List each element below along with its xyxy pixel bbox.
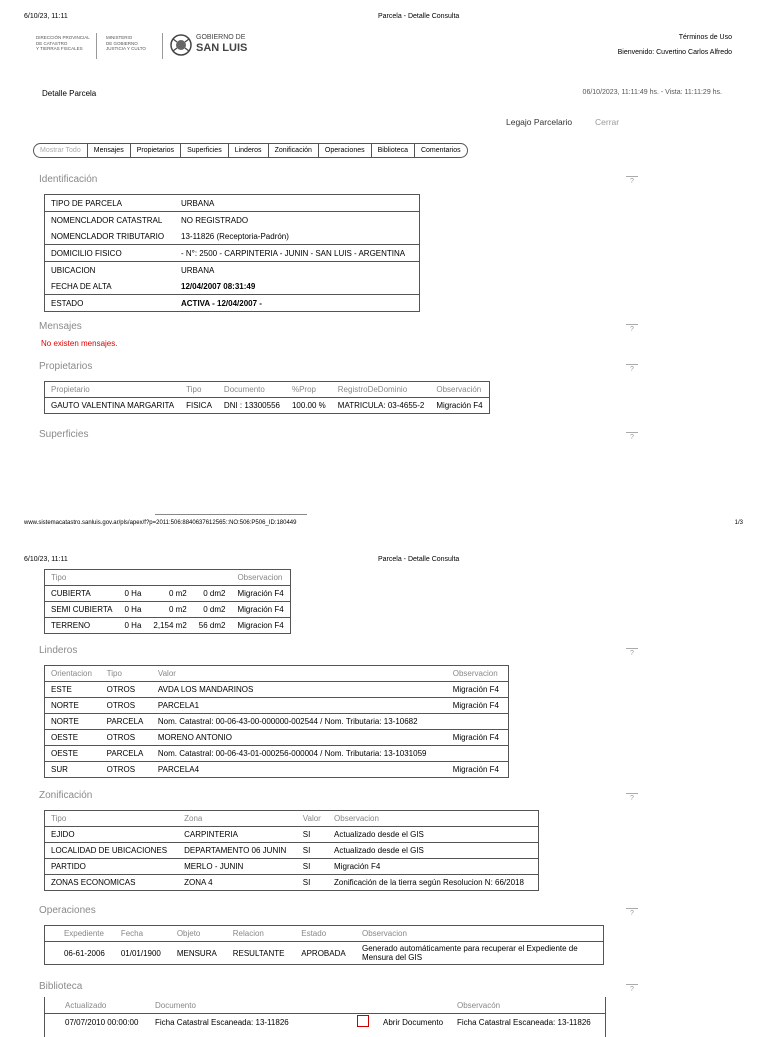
linderos-cell: OTROS <box>101 762 152 778</box>
linderos-cell: OTROS <box>101 682 152 698</box>
zonificacion-header: Valor <box>302 814 321 823</box>
tab-1[interactable]: Mensajes <box>87 144 130 157</box>
linderos-cell: Migración F4 <box>447 682 509 698</box>
zonificacion-cell: SI <box>297 875 328 891</box>
biblioteca-title: Biblioteca <box>39 981 83 992</box>
print-url: www.sistemacatastro.sanluis.gov.ar/pls/apex/f?p=2011:506:8840637612565::NO:506:P506_ID:180449 <box>24 520 297 526</box>
help-icon[interactable]: ? <box>626 648 638 658</box>
superficies-table <box>44 569 291 634</box>
linderos-cell <box>447 714 509 730</box>
zonificacion-header: Observacion <box>334 814 379 823</box>
zonificacion-cell: Actualizado desde el GIS <box>328 843 538 859</box>
superficies-cell: Migracion F4 <box>231 618 290 634</box>
terms-link[interactable]: Términos de Uso <box>678 34 732 41</box>
print-page-number: 1/3 <box>734 520 743 526</box>
superficies-cell: 2,154 m2 <box>147 618 192 634</box>
operaciones-header: Observacion <box>362 929 407 938</box>
superficies-cell: SEMI CUBIERTA <box>45 602 119 618</box>
tab-2[interactable]: Propietarios <box>130 144 180 157</box>
linderos-cell: OTROS <box>101 698 152 714</box>
identificacion-table <box>44 194 420 312</box>
biblioteca-cell: Ficha Catastral Escaneada: 13-11826 <box>457 1018 591 1027</box>
identificacion-row <box>45 278 420 295</box>
tab-8[interactable]: Comentarios <box>414 144 467 157</box>
propietarios-header: RegistroDeDominio <box>337 385 408 394</box>
operaciones-header: Relacion <box>232 929 264 938</box>
zonificacion-cell: MERLO - JUNIN <box>178 859 297 875</box>
tab-4[interactable]: Linderos <box>228 144 268 157</box>
linderos-row <box>45 746 509 762</box>
propietarios-header-row <box>45 382 490 398</box>
propietarios-row <box>45 398 490 414</box>
linderos-cell: Nom. Catastral: 00-06-43-01-000256-000004 / Nom. Tributaria: 13-1031059 <box>152 746 447 762</box>
page-title: Detalle Parcela <box>42 89 97 98</box>
identificacion-label: TIPO DE PARCELA <box>51 198 122 208</box>
zonificacion-header-row <box>45 811 539 827</box>
operaciones-cell: MENSURA <box>171 942 227 965</box>
edit-pencil-icon[interactable] <box>45 942 58 965</box>
linderos-row <box>45 698 509 714</box>
linderos-cell: MORENO ANTONIO <box>152 730 447 746</box>
linderos-cell: PARCELA <box>101 714 152 730</box>
operaciones-header: Expediente <box>63 929 104 938</box>
operaciones-table <box>44 925 604 965</box>
zonificacion-table <box>44 810 539 891</box>
zonificacion-cell: DEPARTAMENTO 06 JUNIN <box>178 843 297 859</box>
tab-3[interactable]: Superficies <box>180 144 228 157</box>
operaciones-cell: RESULTANTE <box>227 942 296 965</box>
zonificacion-cell: LOCALIDAD DE UBICACIONES <box>45 843 179 859</box>
print-date: 6/10/23, 11:11 <box>24 556 68 563</box>
superficies-cell: 0 Ha <box>119 602 148 618</box>
zonificacion-cell: Zonificación de la tierra según Resolucion N: 66/2018 <box>328 875 538 891</box>
zonificacion-cell: ZONA 4 <box>178 875 297 891</box>
biblioteca-table <box>44 997 606 1037</box>
propietarios-header: Observación <box>436 385 482 394</box>
zonificacion-row <box>45 859 539 875</box>
biblioteca-header-observacion: Observacón <box>457 1001 501 1010</box>
zonificacion-title: Zonificación <box>39 790 93 801</box>
identificacion-row <box>45 262 420 279</box>
zonificacion-cell: Migración F4 <box>328 859 538 875</box>
identificacion-row <box>45 195 420 212</box>
linderos-cell: PARCELA <box>101 746 152 762</box>
operaciones-header: Estado <box>301 929 327 938</box>
propietarios-header: Tipo <box>186 385 202 394</box>
logo-direccion-provincial: DIRECCIÓN PROVINCIAL DE CATASTRO Y TIERRAS FISCALES <box>36 35 90 51</box>
identificacion-row <box>45 212 420 229</box>
identificacion-label: FECHA DE ALTA <box>51 281 112 291</box>
linderos-cell: NORTE <box>45 714 101 730</box>
page-timestamp: 06/10/2023, 11:11:49 hs. - Vista: 11:11:29 hs. <box>582 89 722 96</box>
print-title: Parcela - Detalle Consulta <box>378 13 460 20</box>
help-icon[interactable]: ? <box>626 984 638 994</box>
operaciones-cell: 06-61-2006 <box>58 942 115 965</box>
zonificacion-header: Zona <box>184 814 203 823</box>
help-icon[interactable]: ? <box>626 176 638 186</box>
superficies-cell: 0 m2 <box>147 602 192 618</box>
linderos-cell: Migración F4 <box>447 730 509 746</box>
logo-gobierno-san-luis: GOBIERNO DE SAN LUIS <box>196 34 248 54</box>
propietarios-cell: Migración F4 <box>430 398 489 414</box>
zonificacion-cell: Actualizado desde el GIS <box>328 827 538 843</box>
identificacion-title: Identificación <box>39 174 98 185</box>
superficies-row <box>45 618 291 634</box>
linderos-header: Tipo <box>106 669 122 678</box>
operaciones-cell: Generado automáticamente para recuperar el Expediente de Mensura del GIS <box>356 942 604 965</box>
help-icon[interactable]: ? <box>626 324 638 334</box>
open-document-link[interactable]: Abrir Documento <box>383 1018 444 1027</box>
zonificacion-cell: EJIDO <box>45 827 179 843</box>
identificacion-value: URBANA <box>181 198 215 208</box>
linderos-row <box>45 714 509 730</box>
logo-ministerio: MINISTERIO DE GOBIERNO JUSTICIA Y CULTO <box>106 35 146 51</box>
linderos-cell: PARCELA1 <box>152 698 447 714</box>
identificacion-value: NO REGISTRADO <box>175 212 420 229</box>
identificacion-value: - N°: 2500 - CARPINTERIA - JUNIN - SAN LUIS - ARGENTINA <box>175 245 420 262</box>
linderos-title: Linderos <box>39 645 78 656</box>
superficies-cell: CUBIERTA <box>45 586 119 602</box>
linderos-header: Valor <box>157 669 176 678</box>
linderos-row <box>45 730 509 746</box>
propietarios-cell: FISICA <box>180 398 218 414</box>
superficies-header: Observacion <box>237 573 283 582</box>
operaciones-row <box>45 942 604 965</box>
superficies-row <box>45 586 291 602</box>
propietarios-cell: DNI : 13300556 <box>218 398 286 414</box>
linderos-cell: OESTE <box>45 746 101 762</box>
biblioteca-cell: 07/07/2010 00:00:00 <box>65 1018 139 1027</box>
linderos-header: Orientacion <box>51 669 92 678</box>
help-icon[interactable]: ? <box>626 364 638 374</box>
help-icon[interactable]: ? <box>626 793 638 803</box>
help-icon[interactable]: ? <box>626 908 638 918</box>
section-tabs <box>33 143 468 158</box>
mensajes-title: Mensajes <box>39 321 82 332</box>
superficies-title: Superficies <box>39 429 89 440</box>
linderos-header: Observacion <box>452 669 498 678</box>
zonificacion-row <box>45 875 539 891</box>
superficies-cell: 0 dm2 <box>193 586 232 602</box>
propietarios-header: Propietario <box>51 385 90 394</box>
tab-5[interactable]: Zonificación <box>268 144 318 157</box>
identificacion-row <box>45 295 420 312</box>
linderos-cell: OTROS <box>101 730 152 746</box>
identificacion-row <box>45 245 420 262</box>
identificacion-label: ESTADO <box>45 295 176 312</box>
superficies-header: Tipo <box>51 573 67 582</box>
operaciones-header-row <box>45 926 604 942</box>
superficies-header <box>119 570 148 586</box>
operaciones-title: Operaciones <box>39 905 96 916</box>
identificacion-label: NOMENCLADOR TRIBUTARIO <box>51 231 165 241</box>
superficies-row <box>45 602 291 618</box>
zonificacion-row <box>45 827 539 843</box>
linderos-row <box>45 762 509 778</box>
tab-6[interactable]: Operaciones <box>318 144 371 157</box>
linderos-cell: Migración F4 <box>447 762 509 778</box>
linderos-cell: SUR <box>45 762 101 778</box>
linderos-cell: NORTE <box>45 698 101 714</box>
identificacion-label: UBICACION <box>45 262 176 279</box>
print-date: 6/10/23, 11:11 <box>24 13 68 20</box>
zonificacion-cell: SI <box>297 827 328 843</box>
superficies-cell: 0 m2 <box>147 586 192 602</box>
superficies-header <box>147 570 192 586</box>
welcome-text: Bienvenido: Cuvertino Carlos Alfredo <box>617 49 732 56</box>
mensajes-empty: No existen mensajes. <box>41 339 118 348</box>
propietarios-title: Propietarios <box>39 361 93 372</box>
zonificacion-header: Tipo <box>51 814 67 823</box>
linderos-cell: Nom. Catastral: 00-06-43-00-000000-002544 / Nom. Tributaria: 13-10682 <box>152 714 447 730</box>
zonificacion-cell: SI <box>297 859 328 875</box>
linderos-cell: PARCELA4 <box>152 762 447 778</box>
superficies-cell: TERRENO <box>45 618 119 634</box>
superficies-header-row <box>45 570 291 586</box>
superficies-cell: 0 dm2 <box>193 602 232 618</box>
tab-0[interactable]: Mostrar Todo <box>40 147 81 154</box>
operaciones-header <box>45 926 58 942</box>
superficies-cell: 0 Ha <box>119 586 148 602</box>
zonificacion-cell: SI <box>297 843 328 859</box>
identificacion-value: ACTIVA - 12/04/2007 - <box>175 295 420 312</box>
zonificacion-cell: ZONAS ECONOMICAS <box>45 875 179 891</box>
biblioteca-header-documento: Documento <box>155 1001 196 1010</box>
biblioteca-header-actualizado: Actualizado <box>65 1001 107 1010</box>
superficies-header <box>193 570 232 586</box>
identificacion-label: NOMENCLADOR CATASTRAL <box>45 212 176 229</box>
linderos-cell: OESTE <box>45 730 101 746</box>
identificacion-value: 12/04/2007 08:31:49 <box>181 281 256 291</box>
identificacion-label: DOMICILIO FISICO <box>45 245 176 262</box>
shield-icon <box>170 33 192 62</box>
linderos-header-row <box>45 666 509 682</box>
propietarios-header: Documento <box>223 385 265 394</box>
linderos-cell: ESTE <box>45 682 101 698</box>
operaciones-header: Objeto <box>176 929 201 938</box>
linderos-cell <box>447 746 509 762</box>
linderos-cell: Migración F4 <box>447 698 509 714</box>
tab-7[interactable]: Biblioteca <box>371 144 414 157</box>
print-title: Parcela - Detalle Consulta <box>378 556 460 563</box>
propietarios-cell: 100.00 % <box>286 398 332 414</box>
help-icon[interactable]: ? <box>626 432 638 442</box>
operaciones-cell: 01/01/1900 <box>115 942 171 965</box>
propietarios-cell: MATRICULA: 03-4655-2 <box>332 398 431 414</box>
zonificacion-row <box>45 843 539 859</box>
propietarios-header: %Prop <box>291 385 316 394</box>
close-link[interactable]: Cerrar <box>595 117 620 127</box>
superficies-cell: Migración F4 <box>231 602 290 618</box>
linderos-row <box>45 682 509 698</box>
superficies-cell: Migración F4 <box>231 586 290 602</box>
identificacion-value: 13-11826 (Receptoria-Padrón) <box>181 231 289 241</box>
operaciones-header: Fecha <box>120 929 144 938</box>
superficies-cell: 0 Ha <box>119 618 148 634</box>
superficies-cell: 56 dm2 <box>193 618 232 634</box>
pdf-icon[interactable] <box>357 1015 369 1027</box>
propietarios-cell: GAUTO VALENTINA MARGARITA <box>45 398 181 414</box>
linderos-table <box>44 665 509 778</box>
zonificacion-cell: PARTIDO <box>45 859 179 875</box>
legajo-parcelario-link[interactable]: Legajo Parcelario <box>506 117 573 127</box>
identificacion-row <box>45 228 420 245</box>
linderos-cell: AVDA LOS MANDARINOS <box>152 682 447 698</box>
zonificacion-cell: CARPINTERIA <box>178 827 297 843</box>
identificacion-value: URBANA <box>175 262 420 279</box>
biblioteca-cell: Ficha Catastral Escaneada: 13-11826 <box>155 1018 289 1027</box>
propietarios-table <box>44 381 490 414</box>
operaciones-cell: APROBADA <box>295 942 356 965</box>
